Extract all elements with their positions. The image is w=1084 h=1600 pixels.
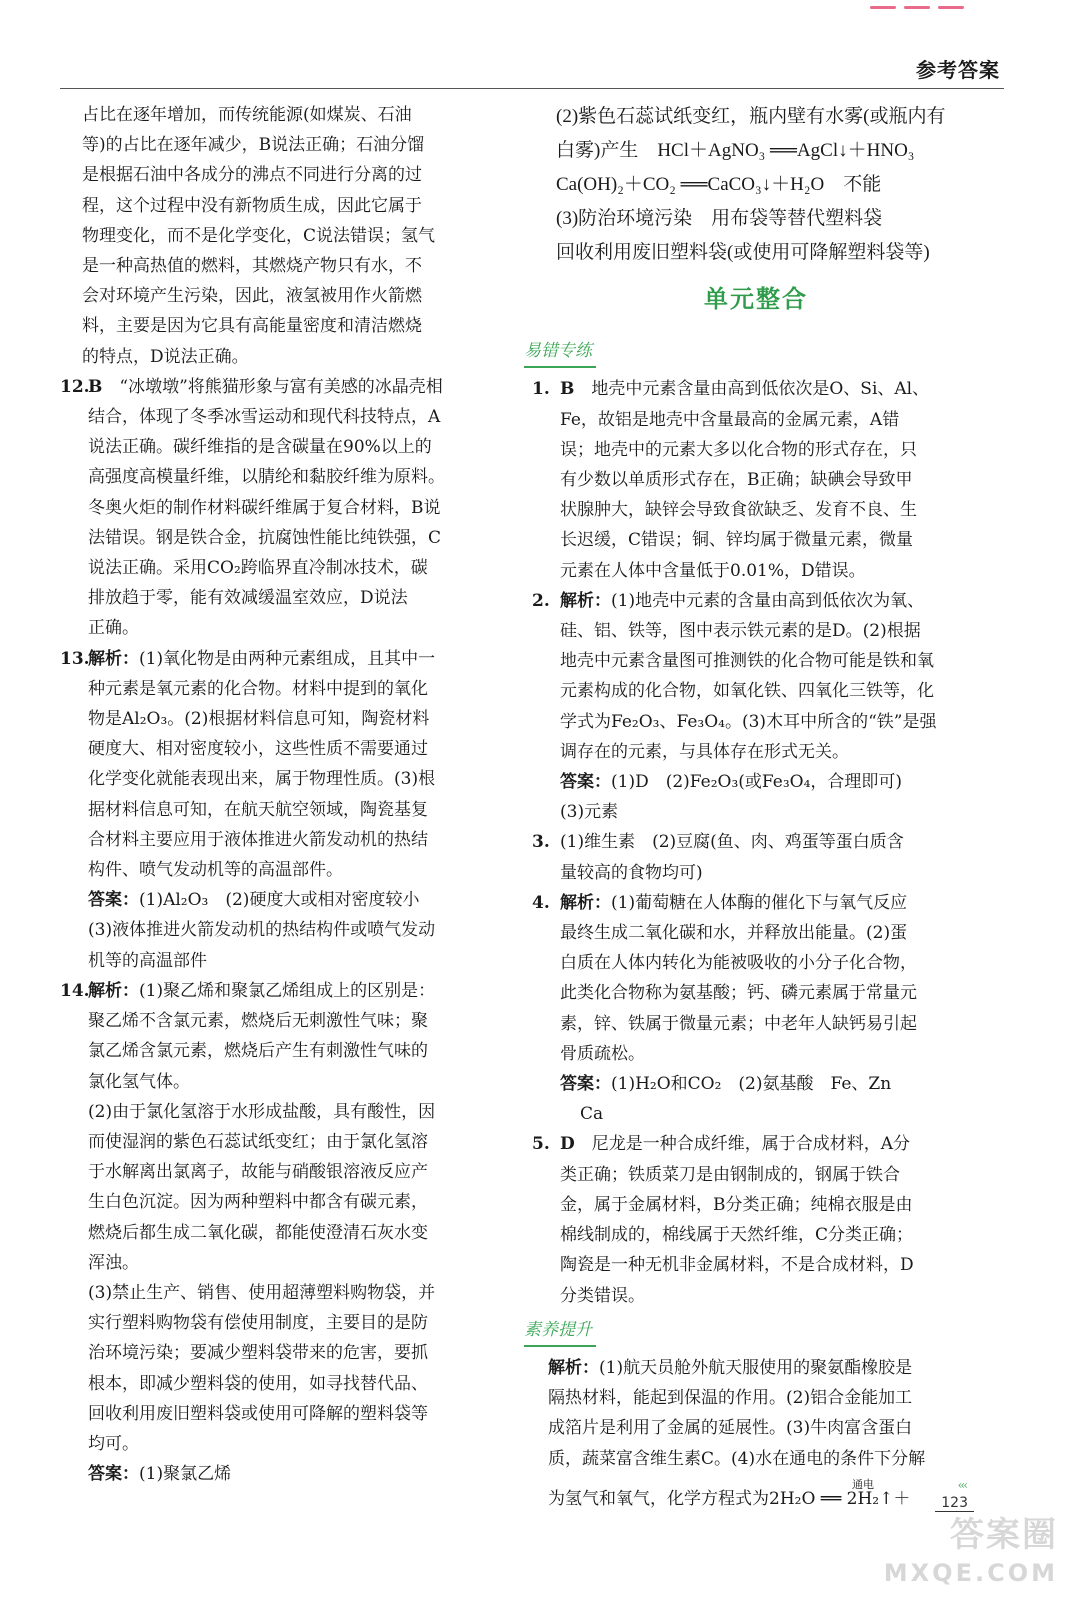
text-line: 地壳中元素含量由高到低依次是O、Si、Al、 <box>591 379 930 400</box>
subsection-title: 素养提升 <box>524 1315 596 1347</box>
answer-text: 机等的高温部件 <box>88 950 207 971</box>
text-line: 正确。 <box>88 618 139 639</box>
text-line: 隔热材料，能起到保温的作用。(2)铝合金能加工 <box>548 1388 913 1409</box>
left-column <box>60 100 498 1489</box>
text-line: 回收利用废旧塑料袋或使用可降解的塑料袋等 <box>88 1403 428 1424</box>
text-line: (1)聚乙烯和聚氯乙烯组成上的区别是： <box>139 980 436 1001</box>
text-line: (2)紫色石蕊试纸变红，瓶内壁有水雾(或瓶内有 <box>556 106 946 127</box>
text-line: 化学变化就能表现出来，属于物理性质。(3)根 <box>88 769 436 790</box>
text-line: 排放趋于零，能有效减缓温室效应，D说法 <box>88 588 408 609</box>
page-marker-chevrons: ‹‹‹ <box>957 1478 966 1492</box>
text-line: 学式为Fe₂O₃、Fe₃O₄。(3)木耳中所含的“铁”是强 <box>560 711 937 732</box>
answer-text: Ca <box>580 1104 604 1125</box>
continued-answer <box>532 100 980 270</box>
question-12 <box>60 372 498 644</box>
question-3 <box>532 827 980 887</box>
analysis-label: 解析： <box>548 1357 599 1378</box>
text-line: 氯乙烯含氯元素，燃烧后产生有刺激性气味的 <box>88 1041 428 1062</box>
answer-label: 答案： <box>560 1074 611 1095</box>
answer-choice: B <box>560 379 575 400</box>
text-line: 实行塑料购物袋有偿使用制度，主要目的是防 <box>88 1313 428 1334</box>
text-line: 占比在逐年增加，而传统能源(如煤炭、石油 <box>82 105 412 125</box>
text-line: 说法正确。碳纤维指的是含碳量在90%以上的 <box>88 437 432 458</box>
right-column <box>524 100 980 1514</box>
text-line: 生白色沉淀。因为两种塑料中都含有碳元素， <box>88 1192 428 1213</box>
analysis-label: 解析： <box>560 892 611 913</box>
page-header-title: 参考答案 <box>916 58 1000 82</box>
answer-label: 答案： <box>560 772 611 793</box>
literacy-answer <box>532 1353 980 1514</box>
text-line: 误；地壳中的元素大多以化合物的形式存在，只 <box>560 439 917 460</box>
text-line: 调存在的元素，与具体存在形式无关。 <box>560 741 849 762</box>
answer-text: (1)H₂O和CO₂ (2)氨基酸 Fe、Zn <box>611 1074 892 1095</box>
text-line: 结合，体现了冬季冰雪运动和现代科技特点，A <box>88 407 441 428</box>
text-line: 金，属于金属材料，B分类正确；纯棉衣服是由 <box>560 1194 913 1215</box>
text-line: 白质在人体内转化为能被吸收的小分子化合物， <box>560 953 917 974</box>
question-number: 5. <box>532 1134 550 1155</box>
text-line: 元素构成的化合物，如氧化铁、四氧化三铁等，化 <box>560 681 934 702</box>
text-line: 地壳中元素含量图可推测铁的化合物可能是铁和氧 <box>560 651 934 672</box>
text-line: 而使湿润的紫色石蕊试纸变红；由于氯化氢溶 <box>88 1131 428 1152</box>
text-line: 此类化合物称为氨基酸；钙、磷元素属于常量元 <box>560 983 917 1004</box>
text-line: 成箔片是利用了金属的延展性。(3)牛肉富含蛋白 <box>548 1418 913 1439</box>
watermark-url: MXQE.COM <box>883 1559 1058 1587</box>
text-line: 回收利用废旧塑料袋(或使用可降解塑料袋等) <box>556 242 930 263</box>
text-line: (1)地壳中元素的含量由高到低依次为氧、 <box>611 590 925 611</box>
answer-label: 答案： <box>88 1464 139 1485</box>
watermark <box>884 1516 1058 1592</box>
text-line: 为氢气和氧气，化学方程式为2H₂O ══ 2H₂↑＋ <box>548 1488 911 1509</box>
text-line: 骨质疏松。 <box>560 1043 645 1064</box>
text-line: 硬度大、相对密度较小，这些性质不需要通过 <box>88 739 428 760</box>
question-number: 12. <box>60 376 90 397</box>
text-line: (1)航天员舱外航天服使用的聚氨酯橡胶是 <box>599 1357 913 1378</box>
text-line: 物是Al₂O₃。(2)根据材料信息可知，陶瓷材料 <box>88 709 430 730</box>
answer-choice: D <box>560 1134 575 1155</box>
analysis-label: 解析： <box>88 648 139 669</box>
question-1 <box>532 374 980 585</box>
question-number: 2. <box>532 590 550 611</box>
page-number: 123 <box>935 1495 974 1512</box>
text-line: 质，蔬菜富含维生素C。(4)水在通电的条件下分解 <box>548 1448 926 1469</box>
text-line: Fe，故铝是地壳中含量最高的金属元素，A错 <box>560 409 900 430</box>
text-line: 棉线制成的，棉线属于天然纤维，C分类正确； <box>560 1225 914 1246</box>
text-line: 燃烧后都生成二氧化碳，都能使澄清石灰水变 <box>88 1222 428 1243</box>
text-line: 量较高的食物均可) <box>560 862 703 883</box>
text-line: 元素在人体中含量低于0.01%，D错误。 <box>560 560 866 581</box>
text-line: 会对环境产生污染，因此，液氢被用作火箭燃 <box>82 286 422 307</box>
answer-text: (3)元素 <box>560 802 619 823</box>
text-line: 高强度高模量纤维，以腈纶和黏胶纤维为原料。 <box>88 467 445 488</box>
text-line: 最终生成二氧化碳和水，并释放出能量。(2)蛋 <box>560 923 908 944</box>
text-line: 治环境污染；要减少塑料袋带来的危害，要抓 <box>88 1343 428 1364</box>
question-14 <box>60 976 498 1489</box>
analysis-label: 解析： <box>560 590 611 611</box>
text-line: 物理变化，而不是化学变化，C说法错误；氢气 <box>82 225 436 246</box>
text-line: 料，主要是因为它具有高能量密度和清洁燃烧 <box>82 316 422 337</box>
text-line: 据材料信息可知，在航天航空领域，陶瓷基复 <box>88 799 428 820</box>
chem-equation: Ca(OH)₂＋CO₂ ══CaCO₃↓＋H₂O 不能 <box>556 174 882 195</box>
text-line: 是根据石油中各成分的沸点不同进行分离的过 <box>82 165 422 186</box>
answer-choice: B <box>88 376 103 397</box>
text-line: 合材料主要应用于液体推进火箭发动机的热结 <box>88 829 428 850</box>
question-13 <box>60 644 498 976</box>
text-line: 是一种高热值的燃料，其燃烧产物只有水，不 <box>82 256 422 277</box>
text-line: 陶瓷是一种无机非金属材料，不是合成材料，D <box>560 1255 914 1276</box>
text-line: 分类错误。 <box>560 1285 645 1306</box>
answer-text: (1)Al₂O₃ (2)硬度大或相对密度较小 <box>139 890 420 911</box>
question-number: 3. <box>532 832 550 853</box>
text-line: 程，这个过程中没有新物质生成，因此它属于 <box>82 195 422 216</box>
text-line: 硅、铝、铁等，图中表示铁元素的是D。(2)根据 <box>560 621 921 642</box>
answer-text: (1)聚氯乙烯 <box>139 1464 232 1485</box>
subsection-title: 易错专练 <box>524 336 596 368</box>
question-number: 13. <box>60 648 90 669</box>
text-line: 法错误。钢是铁合金，抗腐蚀性能比纯铁强，C <box>88 527 442 548</box>
answer-text: (3)液体推进火箭发动机的热结构件或喷气发动 <box>88 920 436 941</box>
question-5 <box>532 1129 980 1310</box>
text-line: 长迟缓，C错误；铜、锌均属于微量元素，微量 <box>560 530 914 551</box>
question-number: 4. <box>532 892 550 913</box>
answer-label: 答案： <box>88 890 139 911</box>
text-line: 类正确；铁质菜刀是由钢制成的，钢属于铁合 <box>560 1164 900 1185</box>
text-line: 尼龙是一种合成纤维，属于合成材料，A分 <box>591 1134 911 1155</box>
answer-text: (1)D (2)Fe₂O₃(或Fe₃O₄，合理即可) <box>611 772 903 793</box>
text-line: 构件、喷气发动机等的高温部件。 <box>88 860 343 881</box>
analysis-label: 解析： <box>88 980 139 1001</box>
text-line: 均可。 <box>88 1433 139 1454</box>
text-line: 状腺肿大，缺锌会导致食欲缺乏、发育不良、生 <box>560 500 917 521</box>
text-line: 浑浊。 <box>88 1252 139 1273</box>
text-line: (1)葡萄糖在人体酶的催化下与氧气反应 <box>611 892 908 913</box>
text-line: 冬奥火炬的制作材料碳纤维属于复合材料，B说 <box>88 497 441 518</box>
text-line: 等)的占比在逐年减少，B说法正确；石油分馏 <box>82 135 425 156</box>
section-title: 单元整合 <box>704 284 808 313</box>
text-line: (1)氧化物是由两种元素组成，且其中一 <box>139 648 436 669</box>
question-number: 14. <box>60 980 90 1001</box>
text-line: 种元素是氧元素的化合物。材料中提到的氧化 <box>88 678 428 699</box>
watermark-logo-text: 答案圈 <box>950 1515 1058 1555</box>
text-line: 有少数以单质形式存在，B正确；缺碘会导致甲 <box>560 470 913 491</box>
text-line: 于水解离出氯离子，故能与硝酸银溶液反应产 <box>88 1162 428 1183</box>
text-line: 素，锌、铁属于微量元素；中老年人缺钙易引起 <box>560 1013 917 1034</box>
question-2 <box>532 586 980 828</box>
text-line: 氯化氢气体。 <box>88 1071 190 1092</box>
text-line: (3)禁止生产、销售、使用超薄塑料购物袋，并 <box>88 1282 436 1303</box>
text-line: 的特点，D说法正确。 <box>82 346 249 367</box>
text-line: 说法正确。采用CO₂跨临界直冷制冰技术，碳 <box>88 558 428 579</box>
top-decoration <box>870 6 964 9</box>
text-line: (3)防治环境污染 用布袋等替代塑料袋 <box>556 208 883 229</box>
chem-equation: 白雾)产生 HCl＋AgNO₃ ══AgCl↓＋HNO₃ <box>556 140 915 161</box>
text-line: 聚乙烯不含氯元素，燃烧后无刺激性气味；聚 <box>88 1011 428 1032</box>
text-line: “冰墩墩”将熊猫形象与富有美感的冰晶壳相 <box>119 376 443 397</box>
equation-condition: 通电 <box>852 1477 874 1491</box>
text-line: (1)维生素 (2)豆腐(鱼、肉、鸡蛋等蛋白质含 <box>560 832 904 853</box>
question-4 <box>532 888 980 1130</box>
text-line: (2)由于氯化氢溶于水形成盐酸，具有酸性，因 <box>88 1101 436 1122</box>
header-divider <box>60 88 1004 89</box>
text-line: 根本，即减少塑料袋的使用，如寻找替代品、 <box>88 1373 428 1394</box>
question-number: 1. <box>532 379 550 400</box>
intro-paragraph <box>60 100 498 372</box>
